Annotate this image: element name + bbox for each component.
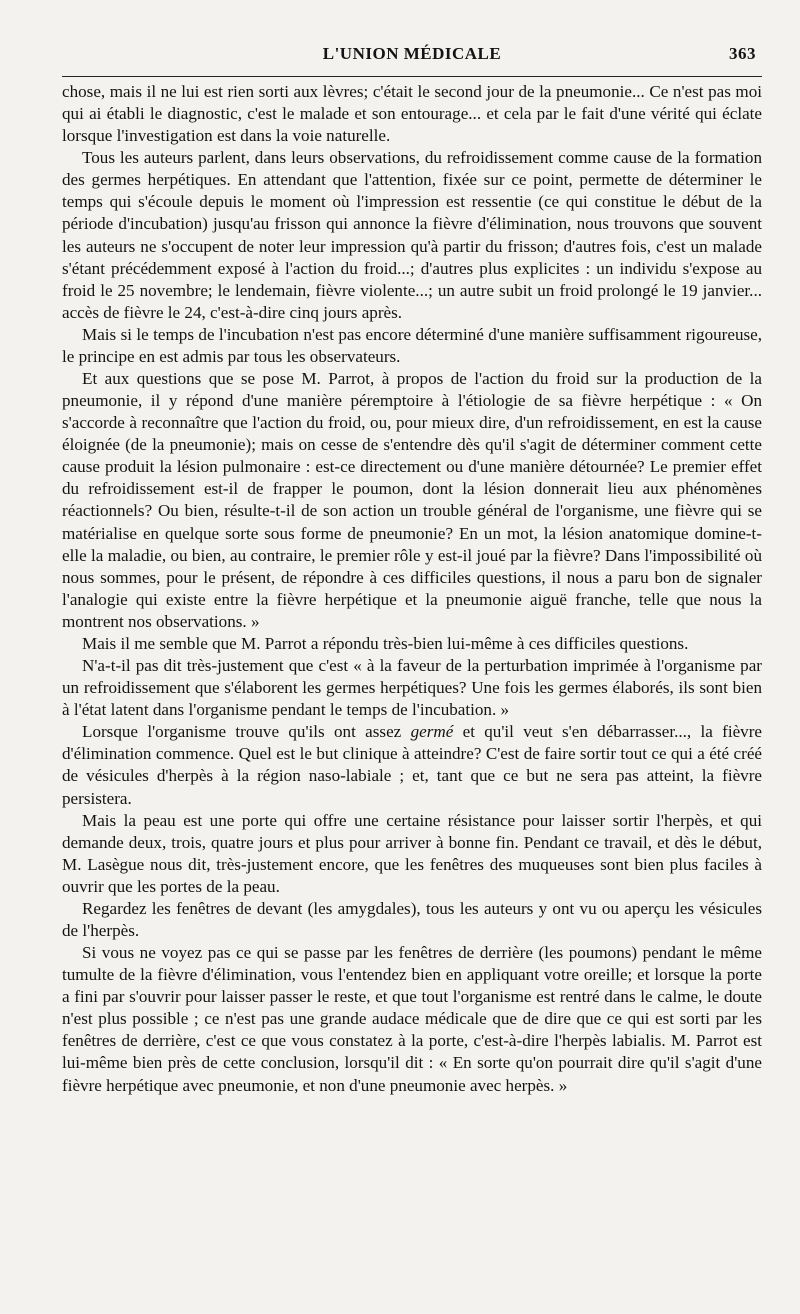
article-body bbox=[62, 81, 762, 1097]
paragraph-10: Si vous ne voyez pas ce qui se passe par les fenêtres de derrière (les poumons) pendant le même tumulte de la fièvre d'élimination, vous l'entendez bien en appliquant votre oreille; et lorsque la porte a fini par s'ouvrir pour laisser passer le reste, et que tout l'organisme est rentré dans le calme, le doute n'est plus possible ; ce n'est pas une grande audace médicale que de dire que ce qui est sorti par les fenêtres de derrière, c'est ce que vous constatez à la porte, c'est-à-dire l'herpès labialis. M. Parrot est lui-même bien près de cette conclusion, lorsqu'il dit : « En sorte qu'on pourrait dire qu'il s'agit d'une fièvre herpétique avec pneumonie, et non d'une pneumonie avec herpès. » bbox=[62, 943, 762, 1095]
paragraph-5: Mais il me semble que M. Parrot a répondu très-bien lui-même à ces difficiles questions. bbox=[82, 633, 689, 653]
paragraph-7-before: Lorsque l'organisme trouve qu'ils ont assez bbox=[82, 722, 411, 742]
header-rule bbox=[62, 76, 762, 77]
paragraph-4: Et aux questions que se pose M. Parrot, à propos de l'action du froid sur la production de la pneumonie, il y répond d'une manière péremptoire à l'étiologie de sa fièvre herpétique : « On s'accorde à reconnaître que l'action du froid, ou, pour mieux dire, d'un refroidissement, en est la cause éloignée (de la pneumonie); mais on cesse de s'entendre dès qu'il s'agit de déterminer comment cette cause produit la lésion pulmonaire : est-ce directement ou d'une manière détournée? Le premier effet du refroidissement est-il de frapper le poumon, dont la lésion donnerait lieu aux phénomènes réactionnels? Ou bien, résulte-t-il de son action un trouble général de l'organisme, une fièvre qui se matérialise en quelque sorte sous forme de pneumonie? En un mot, la lésion anatomique domine-t-elle la maladie, ou bien, au contraire, le premier rôle y est-il joué par la fièvre? Dans l'impossibilité où nous sommes, pour le présent, de répondre à ces difficiles questions, il nous a paru bon de signaler l'analogie qui existe entre la fièvre herpétique et la pneumonie aiguë franche, telle que nous la montrent nos observations. » bbox=[62, 369, 762, 631]
paragraph-7 bbox=[62, 721, 762, 809]
paragraph-8: Mais la peau est une porte qui offre une certaine résistance pour laisser sortir l'herpès, et qui demande deux, trois, quatre jours et plus pour arriver à bonne fin. Pendant ce travail, et dès le début, M. Lasègue nous dit, très-justement encore, que les fenêtres des muqueuses sont bien plus faciles à ouvrir que les portes de la peau. bbox=[62, 810, 762, 896]
paragraph-2: Tous les auteurs parlent, dans leurs observations, du refroidissement comme cause de la formation des germes herpétiques. En attendant que l'attention, fixée sur ce point, permette de déterminer le temps qui s'écoule depuis le moment où l'impression est ressentie (ce qui constitue le début de la période d'incubation) jusqu'au frisson qui annonce la fièvre d'élimination, nous trouvons que souvent les auteurs ne s'occupent de noter leur impression qu'à partir du frisson; d'autres fois, c'est un malade s'étant précédemment exposé à l'action du froid...; d'autres plus explicites : un individu s'expose au froid le 25 novembre; le lendemain, fièvre violente...; un autre subit un froid prolongé le 19 janvier... accès de fièvre le 24, c'est-à-dire cinq jours après. bbox=[62, 148, 762, 322]
paragraph-1: chose, mais il ne lui est rien sorti aux lèvres; c'était le second jour de la pneumonie... Ce n'est pas moi qui ai établi le diagnostic, c'est le malade et son entourage... et cela par le fait d'une vérité qui éclate lorsque l'investigation est dans la voie naturelle. bbox=[62, 82, 762, 146]
journal-title: L'UNION MÉDICALE bbox=[322, 44, 502, 63]
page-number: 363 bbox=[729, 44, 756, 63]
paragraph-6: N'a-t-il pas dit très-justement que c'est « à la faveur de la perturbation imprimée à l'organisme par un refroidissement que s'élaborent les germes herpétiques? Une fois les germes élaborés, ils sont bien à l'état latent dans l'organisme pendant le temps de l'incubation. » bbox=[62, 656, 762, 720]
paragraph-9: Regardez les fenêtres de devant (les amygdales), tous les auteurs y ont vu ou aperçu les vésicules de l'herpès. bbox=[62, 898, 762, 940]
paragraph-7-after: et qu'il veut s'en débarrasser..., la fièvre d'élimination commence. Quel est le but clinique à atteindre? C'est de faire sortir tout ce qui a été créé de vésicules d'herpès à la région naso-labiale ; et, tant que ce but ne sera pas atteint, la fièvre persistera. bbox=[62, 722, 762, 808]
paragraph-3: Mais si le temps de l'incubation n'est pas encore déterminé d'une manière suffisamment rigoureuse, le principe en est admis par tous les observateurs. bbox=[62, 324, 762, 366]
running-header bbox=[62, 44, 762, 70]
paragraph-7-emphasis: germé bbox=[410, 722, 454, 742]
